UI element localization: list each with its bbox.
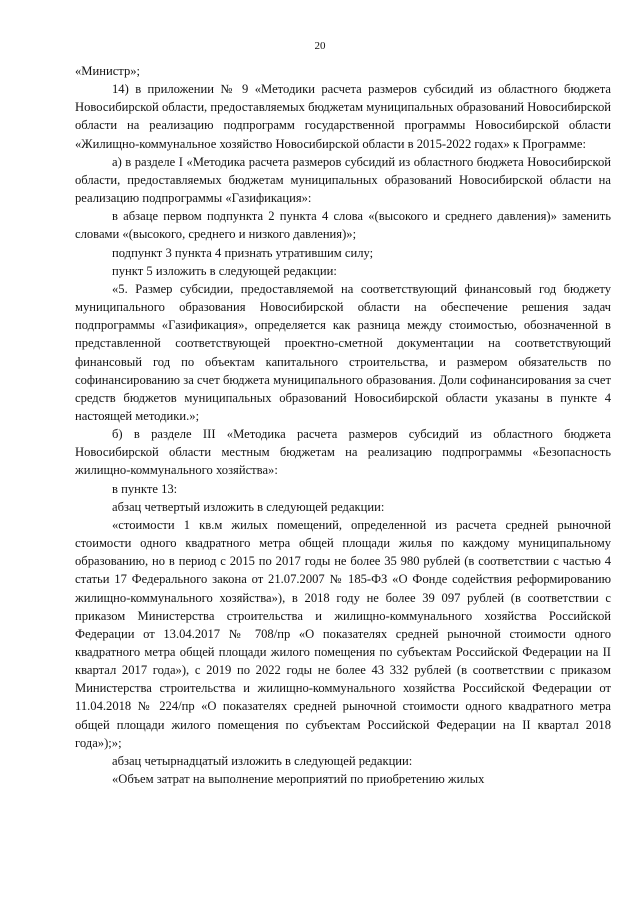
paragraph-fourteenth-abzac-intro: абзац четырнадцатый изложить в следующей редакции:: [112, 753, 413, 768]
paragraph-point-5-intro: пункт 5 изложить в следующей редакции:: [112, 263, 337, 278]
paragraph-point-13: в пункте 13:: [112, 481, 178, 496]
document-body: [75, 62, 611, 788]
paragraph-point-5-text: «5. Размер субсидии, предоставляемой на соответствующий финансовый год бюджету муниципального образования Новосибирской области на обеспечение решения задач подпрограммы «Газификация», определяется как разница между стоимостью, обозначенной в представленной соответствующей проектно-сметной документации на соответствующий финансовый год по объектам капитального строительства, и размером обязательств по софинансированию за счет бюджета муниципального образования. Доли софинансирования за счет средств бюджетов муниципальных образований Новосибирской области указаны в пункте 4 настоящей методики.»;: [75, 281, 611, 423]
paragraph-replace-words: в абзаце первом подпункта 2 пункта 4 слова «(высокого и среднего давления)» заменить словами «(высокого, среднего и низкого давления)»;: [75, 209, 611, 242]
paragraph-fourth-abzac-text: «стоимости 1 кв.м жилых помещений, определенной из расчета средней рыночной стоимости одного квадратного метра общей площади жилья по каждому муниципальному образованию, но в период с 2015 по 2017 годы не более 35 980 рублей (в соответствии с частью 4 статьи 17 Федерального закона от 21.07.2007 № 185-ФЗ «О Фонде содействия реформированию жилищно-коммунального хозяйства»), в 2018 году не более 39 097 рублей (в соответствии с приказом Министерства строительства и жилищно-коммунального хозяйства Российской Федерации от 13.04.2017 № 708/пр «О показателях средней рыночной стоимости одного квадратного метра общей площади жилого помещения по субъектам Российской Федерации на II квартал 2017 года»), с 2019 по 2022 годы не более 43 332 рублей (в соответствии с приказом Министерства строительства и жилищно-коммунального хозяйства Российской Федерации от 11.04.2018 № 224/пр «О показателях средней рыночной стоимости одного квадратного метра общей площади жилого помещения по субъектам Российской Федерации на II квартал 2018 года»);»;: [75, 517, 611, 750]
paragraph-subitem-b: б) в разделе III «Методика расчета размеров субсидий из областного бюджета Новосибирской области местным бюджетам на реализацию подпрограммы «Безопасность жилищно-коммунального хозяйства»:: [75, 427, 611, 478]
paragraph-fourth-abzac-intro: абзац четвертый изложить в следующей редакции:: [112, 499, 385, 514]
paragraph-item-14: 14) в приложении № 9 «Методики расчета размеров субсидий из областного бюджета Новосибирской области, предоставляемых бюджетам муниципальных образований Новосибирской области на реализацию подпрограмм государственной программы Новосибирской области «Жилищно-коммунальное хозяйство Новосибирской области в 2015-2022 годах» к Программе:: [75, 82, 611, 151]
page-number: 20: [314, 40, 326, 52]
paragraph-continuation: «Министр»;: [75, 64, 141, 78]
paragraph-subitem-a: а) в разделе I «Методика расчета размеров субсидий из областного бюджета Новосибирской области, предоставляемых бюджетам муниципальных образований Новосибирской области на реализацию подпрограммы «Газификация»:: [75, 154, 611, 206]
paragraph-fourteenth-abzac-text: «Объем затрат на выполнение мероприятий по приобретению жилых: [112, 772, 485, 787]
paragraph-repeal-subpoint: подпункт 3 пункта 4 признать утратившим силу;: [112, 245, 374, 260]
